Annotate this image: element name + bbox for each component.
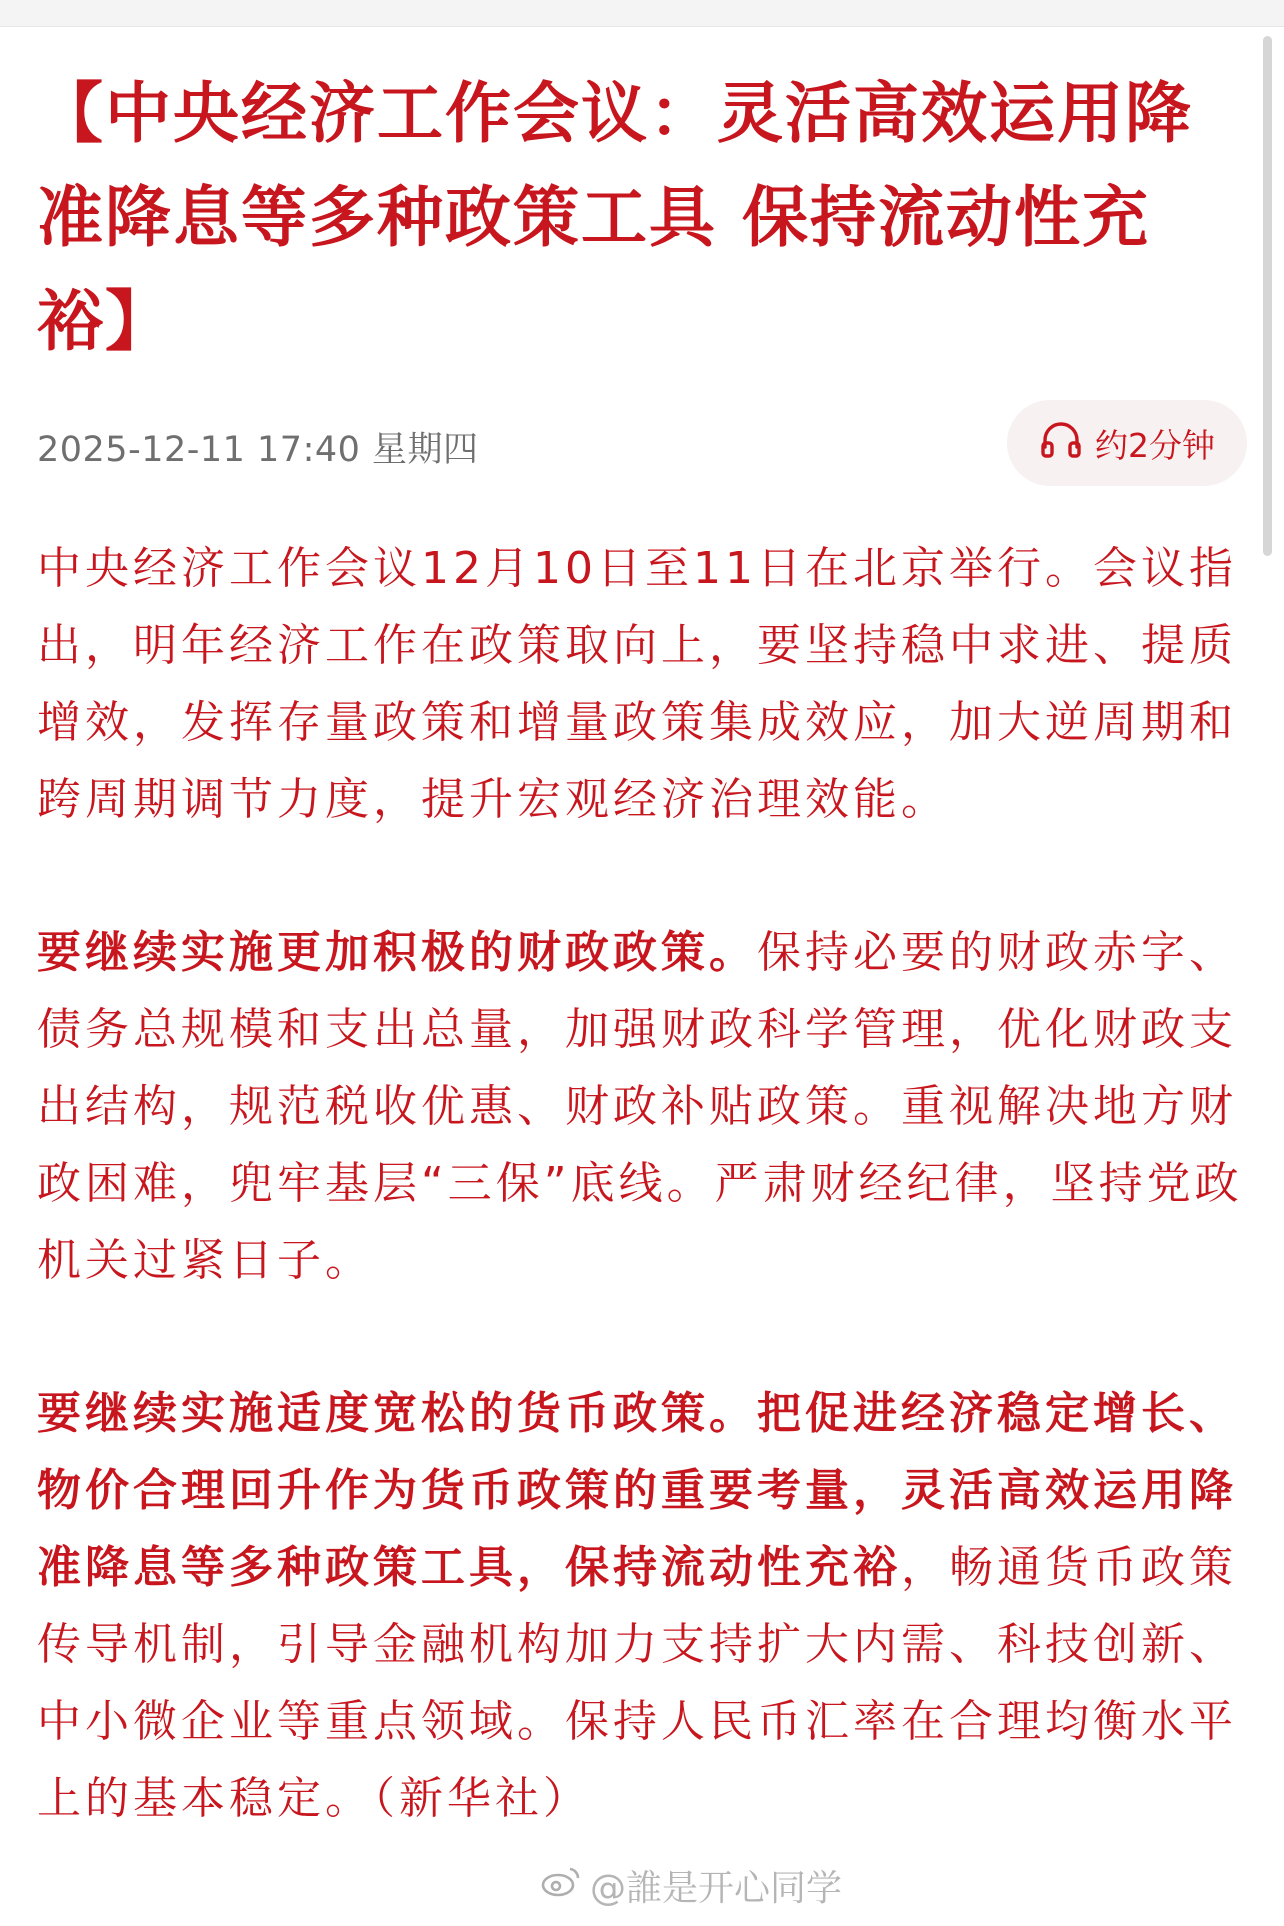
article-title: 【中央经济工作会议：灵活高效运用降准降息等多种政策工具 保持流动性充裕】 xyxy=(37,75,1193,360)
top-status-strip xyxy=(0,0,1284,27)
listen-duration: 约2分钟 xyxy=(1095,425,1215,465)
paragraph-fiscal-policy xyxy=(37,914,1247,1299)
scrollbar[interactable] xyxy=(1263,36,1272,556)
paragraph-text: ，畅通货币政策传导机制，引导金融机构加力支持扩大内需、科技创新、中小微企业等重点领域。保持人民币汇率在合理均衡水平上的基本稳定。（新华社） xyxy=(37,1542,1237,1824)
paragraph-lead: 要继续实施更加积极的财政政策。 xyxy=(37,927,757,978)
publish-datetime: 2025-12-11 17:40 星期四 xyxy=(37,430,479,470)
weibo-logo-icon xyxy=(540,1864,582,1907)
article xyxy=(37,62,1247,1837)
watermark-text: @誰是开心同学 xyxy=(590,1868,843,1909)
paragraph-text: 保持必要的财政赤字、债务总规模和支出总量，加强财政科学管理，优化财政支出结构，规范税收优惠、财政补贴政策。重视解决地方财政困难，兜牢基层“三保”底线。严肃财经纪律，坚持党政机关过紧日子。 xyxy=(37,927,1243,1286)
paragraph-text: 中央经济工作会议12月10日至11日在北京举行。会议指出，明年经济工作在政策取向上，要坚持稳中求进、提质增效，发挥存量政策和增量政策集成效应，加大逆周期和跨周期调节力度，提升宏观经济治理效能。 xyxy=(37,543,1237,825)
article-meta xyxy=(37,400,1247,490)
paragraph-intro xyxy=(37,530,1247,838)
paragraph-lead: 要继续实施适度宽松的货币政策。 xyxy=(37,1388,757,1439)
paragraph-lead-continued: 把促进经济稳定增长、物价合理回升作为货币政策的重要考量，灵活高效运用降准降息等多种政策工具，保持流动性充裕 xyxy=(37,1388,1237,1593)
paragraph-monetary-policy xyxy=(37,1375,1247,1837)
headphones-icon xyxy=(1039,419,1083,467)
watermark xyxy=(540,1860,842,1911)
listen-button[interactable] xyxy=(1007,400,1247,486)
